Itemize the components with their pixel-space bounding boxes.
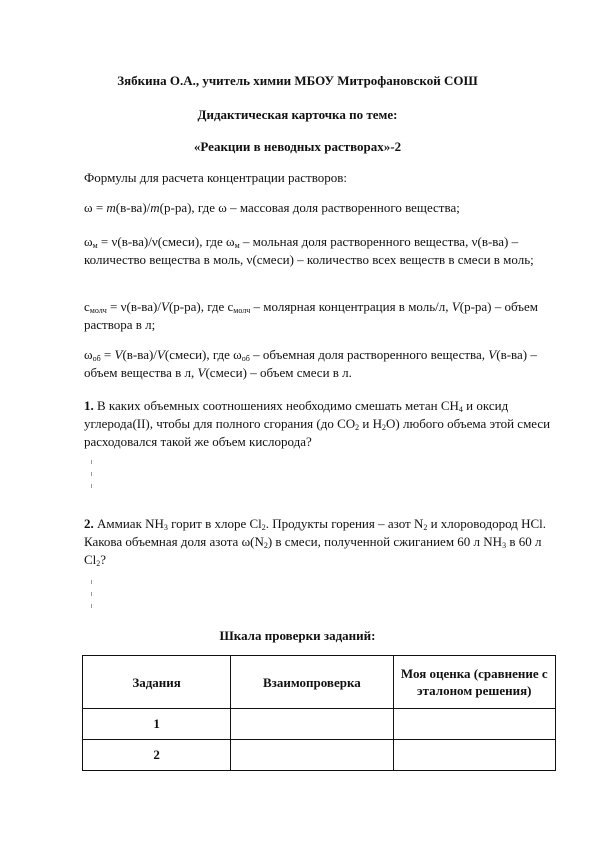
peer-check-cell: [231, 740, 393, 771]
column-header: Взаимопроверка: [231, 656, 393, 709]
peer-check-cell: [231, 709, 393, 740]
table-header-row: [83, 656, 556, 709]
formula-volume-fraction: $\omega_{об}$ = V(в-ва)/V(смеси), где $\omega_{об}$ – объемная доля растворенного вещества, V(в-ва) – объем вещества в л, V(смеси) – объем смеси в л.: [84, 347, 537, 380]
task-2: 2. Аммиак $NH_3$ горит в хлоре $Cl_2$. Продукты горения – азот $N_2$ и хлороводород HCl. Какова объемная доля азота $\omega(N_2)$ в смеси, полученной сжиганием 60 л $NH_3$ в 60 л $Cl_2$?: [84, 516, 546, 568]
table-row: [83, 740, 556, 771]
answer-space-marks: [91, 460, 95, 496]
table-row: [83, 709, 556, 740]
task-number-cell: 2: [83, 740, 231, 771]
self-grade-cell: [393, 740, 555, 771]
self-grade-cell: [393, 709, 555, 740]
answer-space-marks: [91, 580, 95, 616]
column-header: Задания: [83, 656, 231, 709]
column-header: Моя оценка (сравнение с эталоном решения): [393, 656, 555, 709]
evaluation-table: [82, 655, 556, 771]
formula-mole-fraction: $\omega_м$ = ν(в-ва)/ν(смеси), где $\omega_м$ – мольная доля растворенного вещества, ν(в-ва) – количество вещества в моль, ν(смеси) – количество всех веществ в смеси в моль;: [84, 234, 534, 267]
card-title: Дидактическая карточка по теме:: [197, 107, 398, 122]
formulas-intro: Формулы для расчета концентрации растворов:: [84, 170, 348, 185]
topic-title: «Реакции в неводных растворах»-2: [193, 139, 402, 154]
formula-mass-fraction: ω = m(в-ва)/m(р-ра), где ω – массовая доля растворенного вещества;: [84, 200, 460, 215]
scale-title: Шкала проверки заданий:: [219, 628, 376, 643]
author-line: Зябкина О.А., учитель химии МБОУ Митрофановской СОШ: [117, 73, 478, 88]
formula-molar-concentration: $c_{молч} = \nu(в-ва)/V(р-ра)$, где $c_{молч}$ – молярная концентрация в моль/л, V(р-ра) – объем раствора в л;: [84, 299, 539, 332]
task-1: 1. В каких объемных соотношениях необходимо смешать метан $СН_4$ и оксид углерода(II), чтобы для полного сгорания (до $СО_2$ и $Н_2О$) любого объема этой смеси расходовался такой же объем кислорода?: [84, 398, 551, 449]
task-number-cell: 1: [83, 709, 231, 740]
